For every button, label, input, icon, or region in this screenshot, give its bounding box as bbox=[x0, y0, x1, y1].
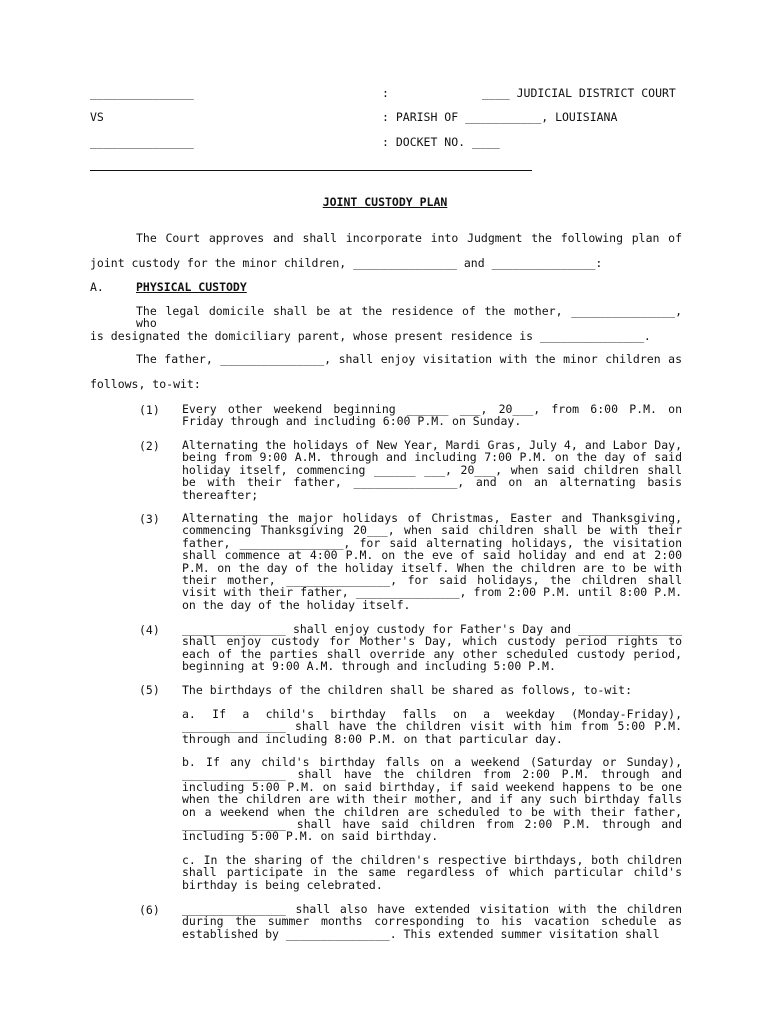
domicile-line-2: is designated the domiciliary parent, whose present residence is _______________. bbox=[90, 329, 651, 343]
visitation-line-1: The father, _______________, shall enjoy visitation with the minor children as bbox=[136, 352, 682, 366]
item-text: _______________ shall also have extended visitation with the children during the summer months corresponding to his vacation schedule as established by _______________. This extended summer visitation shall bbox=[182, 902, 682, 941]
caption-divider bbox=[90, 170, 532, 171]
court-name: ____ JUDICIAL DISTRICT COURT bbox=[482, 86, 676, 100]
item-number: (6) bbox=[139, 903, 160, 917]
item-number: (4) bbox=[139, 623, 160, 637]
subitem-text: a. If a child's birthday falls on a weekday (Monday-Friday), _______________ shall have the children visit with him from 5:00 P.M. through and including 8:00 P.M. on that particular day. bbox=[182, 707, 682, 746]
item-text: _______________ shall enjoy custody for Father's Day and _______________ shall enjoy custody for Mother's Day, which custody period rights to each of the parties shall override any other scheduled custody period, beginning at 9:00 A.M. through and including 5:00 P.M. bbox=[182, 622, 682, 674]
section-a-heading: PHYSICAL CUSTODY bbox=[136, 280, 247, 294]
party2-blank[interactable]: _______________ bbox=[90, 135, 194, 149]
item-text: Alternating the holidays of New Year, Mardi Gras, July 4, and Labor Day, being from 9:00 A.M. through and including 7:00 P.M. on the day of said holiday itself, commencing ______ ___, 20___, when said children shall be with their father, _______________, and on an alternating basis thereafter; bbox=[182, 438, 682, 502]
intro-line-1: The Court approves and shall incorporate into Judgment the following plan of bbox=[136, 231, 682, 245]
item-number: (3) bbox=[139, 512, 160, 526]
docket-line: : DOCKET NO. ____ bbox=[382, 135, 500, 149]
intro-line-2: joint custody for the minor children, _______________ and _______________: bbox=[90, 256, 603, 270]
parish-line: : PARISH OF ___________, LOUISIANA bbox=[382, 110, 618, 124]
item-number: (1) bbox=[139, 403, 160, 417]
item-number: (5) bbox=[139, 683, 160, 697]
item-text: The birthdays of the children shall be shared as follows, to-wit: bbox=[182, 683, 633, 697]
visitation-line-2: follows, to-wit: bbox=[90, 377, 201, 391]
subitem-text: c. In the sharing of the children's respective birthdays, both children shall participate in the same regardless of which particular child's birthday is being celebrated. bbox=[182, 853, 682, 892]
item-text: Every other weekend beginning ______ ___, 20___, from 6:00 P.M. on Friday through and including 6:00 P.M. on Sunday. bbox=[182, 402, 682, 429]
item-text: Alternating the major holidays of Christmas, Easter and Thanksgiving, commencing Thanksgiving 20___, when said children shall be with their father, _______________, for said alternating holidays, the visitation shall commence at 4:00 P.M. on the eve of said holiday and end at 2:00 P.M. on the day of the holiday itself. When the children are to be with their mother, _______________, for said holidays, the children shall visit with their father, _______________, from 2:00 P.M. until 8:00 P.M. on the day of the holiday itself. bbox=[182, 511, 682, 612]
caption-colon: : bbox=[382, 86, 389, 100]
page-title: JOINT CUSTODY PLAN bbox=[322, 195, 448, 209]
subitem-text: b. If any child's birthday falls on a weekend (Saturday or Sunday), _______________ shall have the children from 2:00 P.M. through and including 5:00 P.M. on said birthday, if said weekend happens to be one when the children are with their mother, and if any such birthday falls on a weekend when the children are scheduled to be with their father, _______________ shall have said children from 2:00 P.M. through and including 5:00 P.M. on said birthday. bbox=[182, 755, 682, 844]
versus-label: VS bbox=[90, 110, 104, 124]
item-number: (2) bbox=[139, 439, 160, 453]
section-a-letter: A. bbox=[90, 280, 104, 294]
domicile-line-1: The legal domicile shall be at the residence of the mother, _______________, who bbox=[136, 304, 682, 331]
party1-blank[interactable]: _______________ bbox=[90, 86, 194, 100]
